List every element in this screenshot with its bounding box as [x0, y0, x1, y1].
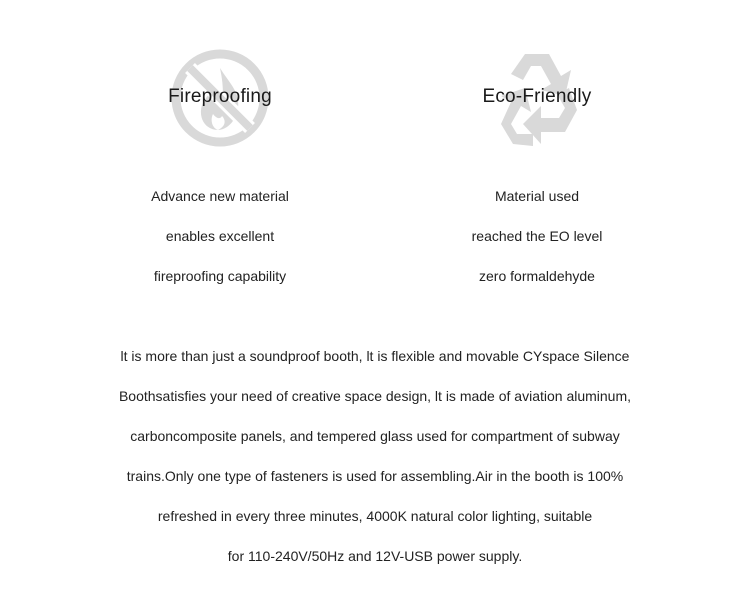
- feature-line: zero formaldehyde: [479, 268, 595, 284]
- eco-friendly-header: [417, 48, 657, 152]
- feature-line: Advance new material: [151, 188, 289, 204]
- feature-line: enables excellent: [165, 228, 275, 244]
- feature-line: Material used: [494, 188, 580, 204]
- feature-title: Eco-Friendly: [482, 86, 592, 107]
- description-line: lt is more than just a soundproof booth, lt is flexible and movable CYspace Silence: [120, 348, 630, 364]
- feature-title: Fireproofing: [168, 86, 272, 107]
- feature-line: fireproofing capability: [153, 268, 287, 284]
- description-line: trains.Only one type of fasteners is used for assembling.Air in the booth is 100%: [126, 468, 624, 484]
- feature-description: [100, 176, 340, 296]
- fireproofing-header: [100, 48, 340, 152]
- feature-description: [417, 176, 657, 296]
- product-description: [60, 336, 690, 576]
- description-line: for 110-240V/50Hz and 12V-USB power supply.: [227, 548, 523, 564]
- feature-eco-friendly: [417, 48, 657, 296]
- description-line: carboncomposite panels, and tempered glass used for compartment of subway: [130, 428, 620, 444]
- feature-line: reached the EO level: [471, 228, 603, 244]
- description-line: refreshed in every three minutes, 4000K natural color lighting, suitable: [157, 508, 593, 524]
- feature-fireproofing: [100, 48, 340, 296]
- description-line: Boothsatisfies your need of creative space design, lt is made of aviation aluminum,: [118, 388, 632, 404]
